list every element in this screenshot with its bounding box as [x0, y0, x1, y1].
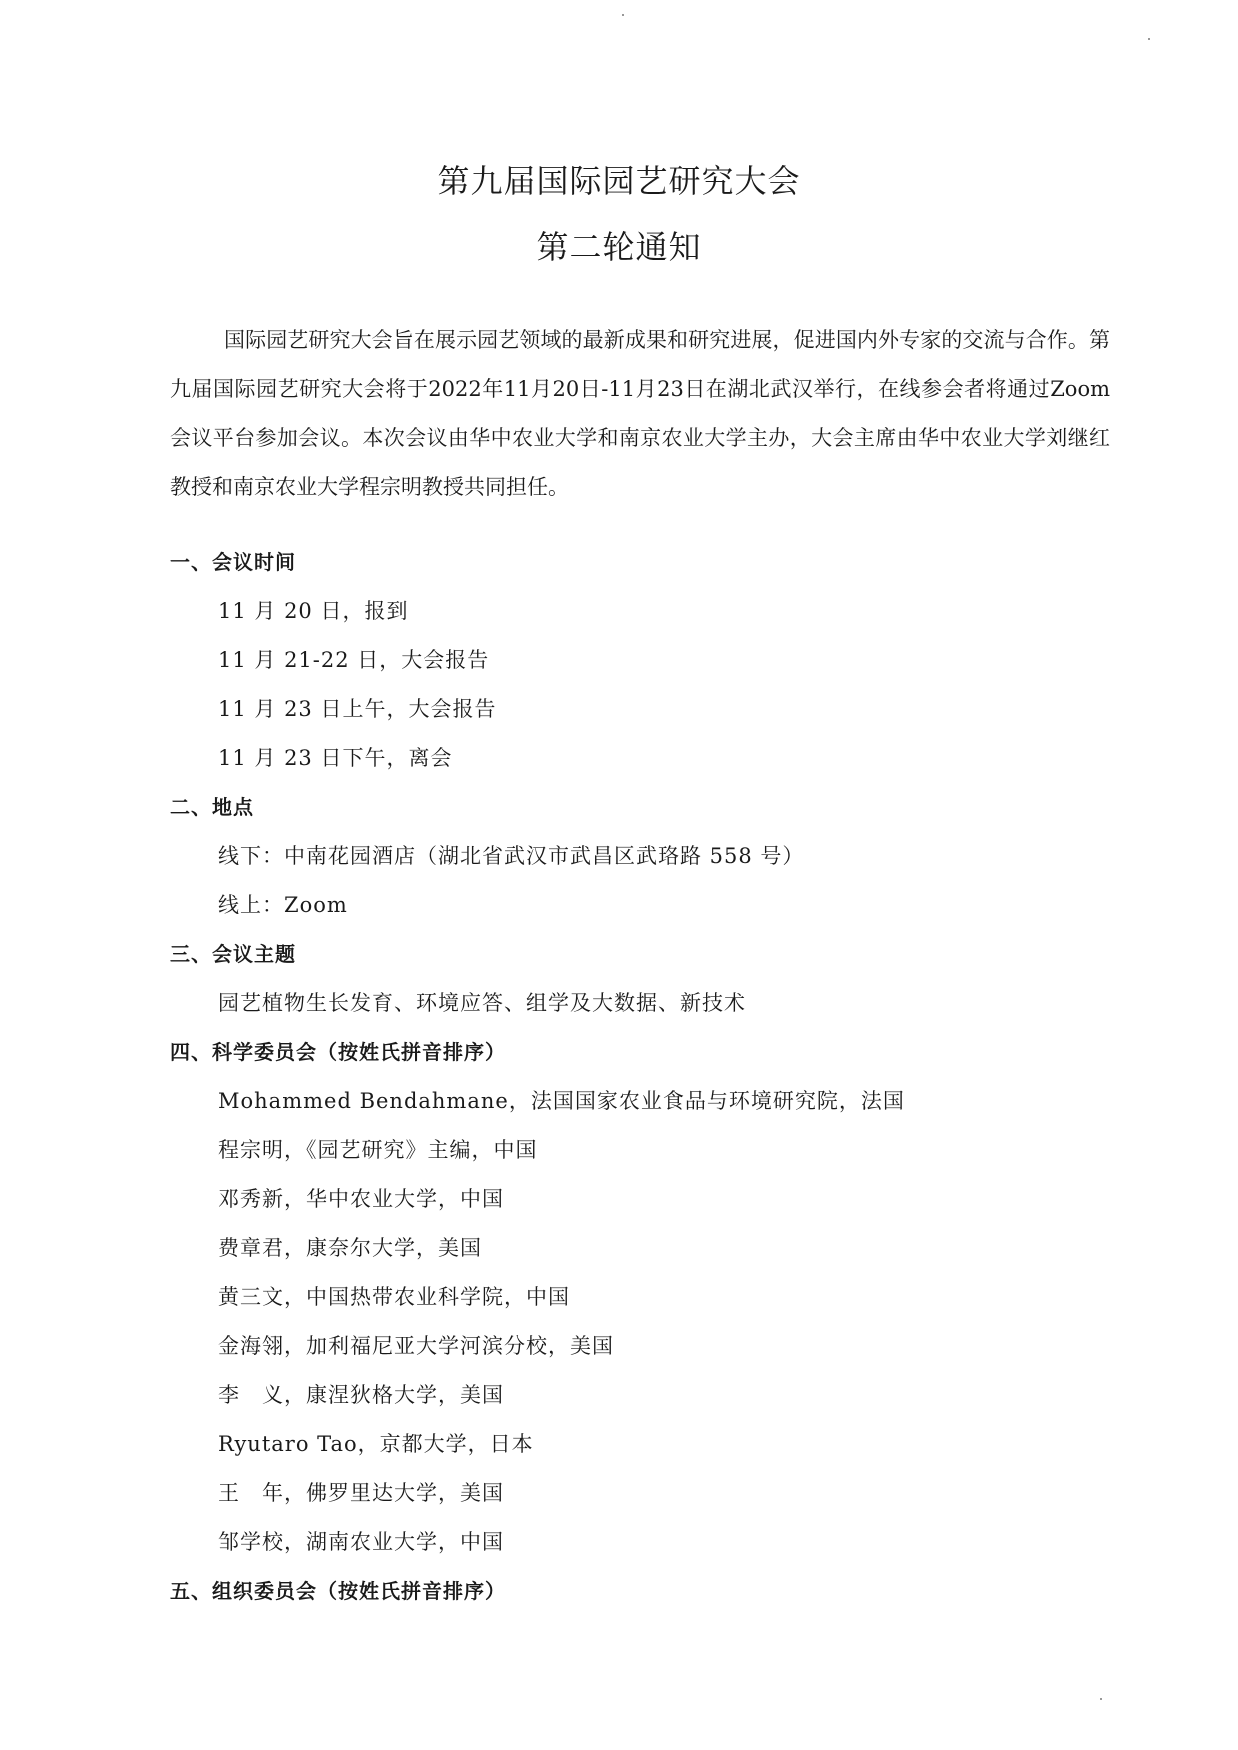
intro-paragraph: 国际园艺研究大会旨在展示园艺领域的最新成果和研究进展，促进国内外专家的交流与合作。第九届国际园艺研究大会将于2022年11月20日-11月23日在湖北武汉举行，在线参会者将通过Zoom会议平台参加会议。本次会议由华中农业大学和南京农业大学主办，大会主席由华中农业大学刘继红教授和南京农业大学程宗明教授共同担任。	[170, 328, 1110, 499]
section-item: 线下：中南花园酒店（湖北省武汉市武昌区武珞路 558 号）	[218, 844, 805, 868]
section-heading: 五、组织委员会（按姓氏拼音排序）	[170, 1579, 506, 1603]
section-item: 黄三文，中国热带农业科学院，中国	[218, 1285, 570, 1309]
section-item: 11 月 23 日下午，离会	[218, 746, 453, 770]
section-item: 金海翎，加利福尼亚大学河滨分校，美国	[218, 1334, 614, 1358]
section-item: 园艺植物生长发育、环境应答、组学及大数据、新技术	[218, 991, 746, 1015]
section-heading: 二、地点	[170, 795, 254, 819]
section-item: 程宗明，《园艺研究》主编，中国	[218, 1138, 538, 1162]
scan-speck	[1100, 1698, 1102, 1700]
section-item: 王 年，佛罗里达大学，美国	[218, 1481, 504, 1505]
section-heading: 一、会议时间	[170, 550, 296, 574]
section-item: 邹学校，湖南农业大学，中国	[218, 1530, 504, 1554]
document-subtitle: 第二轮通知	[536, 228, 702, 266]
scan-speck	[622, 14, 624, 16]
section-item: Ryutaro Tao，京都大学，日本	[218, 1432, 534, 1456]
section-item: Mohammed Bendahmane，法国国家农业食品与环境研究院，法国	[218, 1089, 905, 1113]
section-item: 李 义，康涅狄格大学，美国	[218, 1383, 504, 1407]
section-item: 线上：Zoom	[218, 893, 348, 917]
document-title: 第九届国际园艺研究大会	[437, 162, 801, 200]
section-item: 11 月 21-22 日，大会报告	[218, 648, 490, 672]
section-item: 11 月 23 日上午，大会报告	[218, 697, 497, 721]
scan-speck	[1148, 38, 1150, 40]
section-heading: 三、会议主题	[170, 942, 296, 966]
section-item: 邓秀新，华中农业大学，中国	[218, 1187, 504, 1211]
section-heading: 四、科学委员会（按姓氏拼音排序）	[170, 1040, 506, 1064]
section-item: 11 月 20 日，报到	[218, 599, 409, 623]
section-item: 费章君，康奈尔大学，美国	[218, 1236, 482, 1260]
sections	[170, 538, 1110, 1616]
